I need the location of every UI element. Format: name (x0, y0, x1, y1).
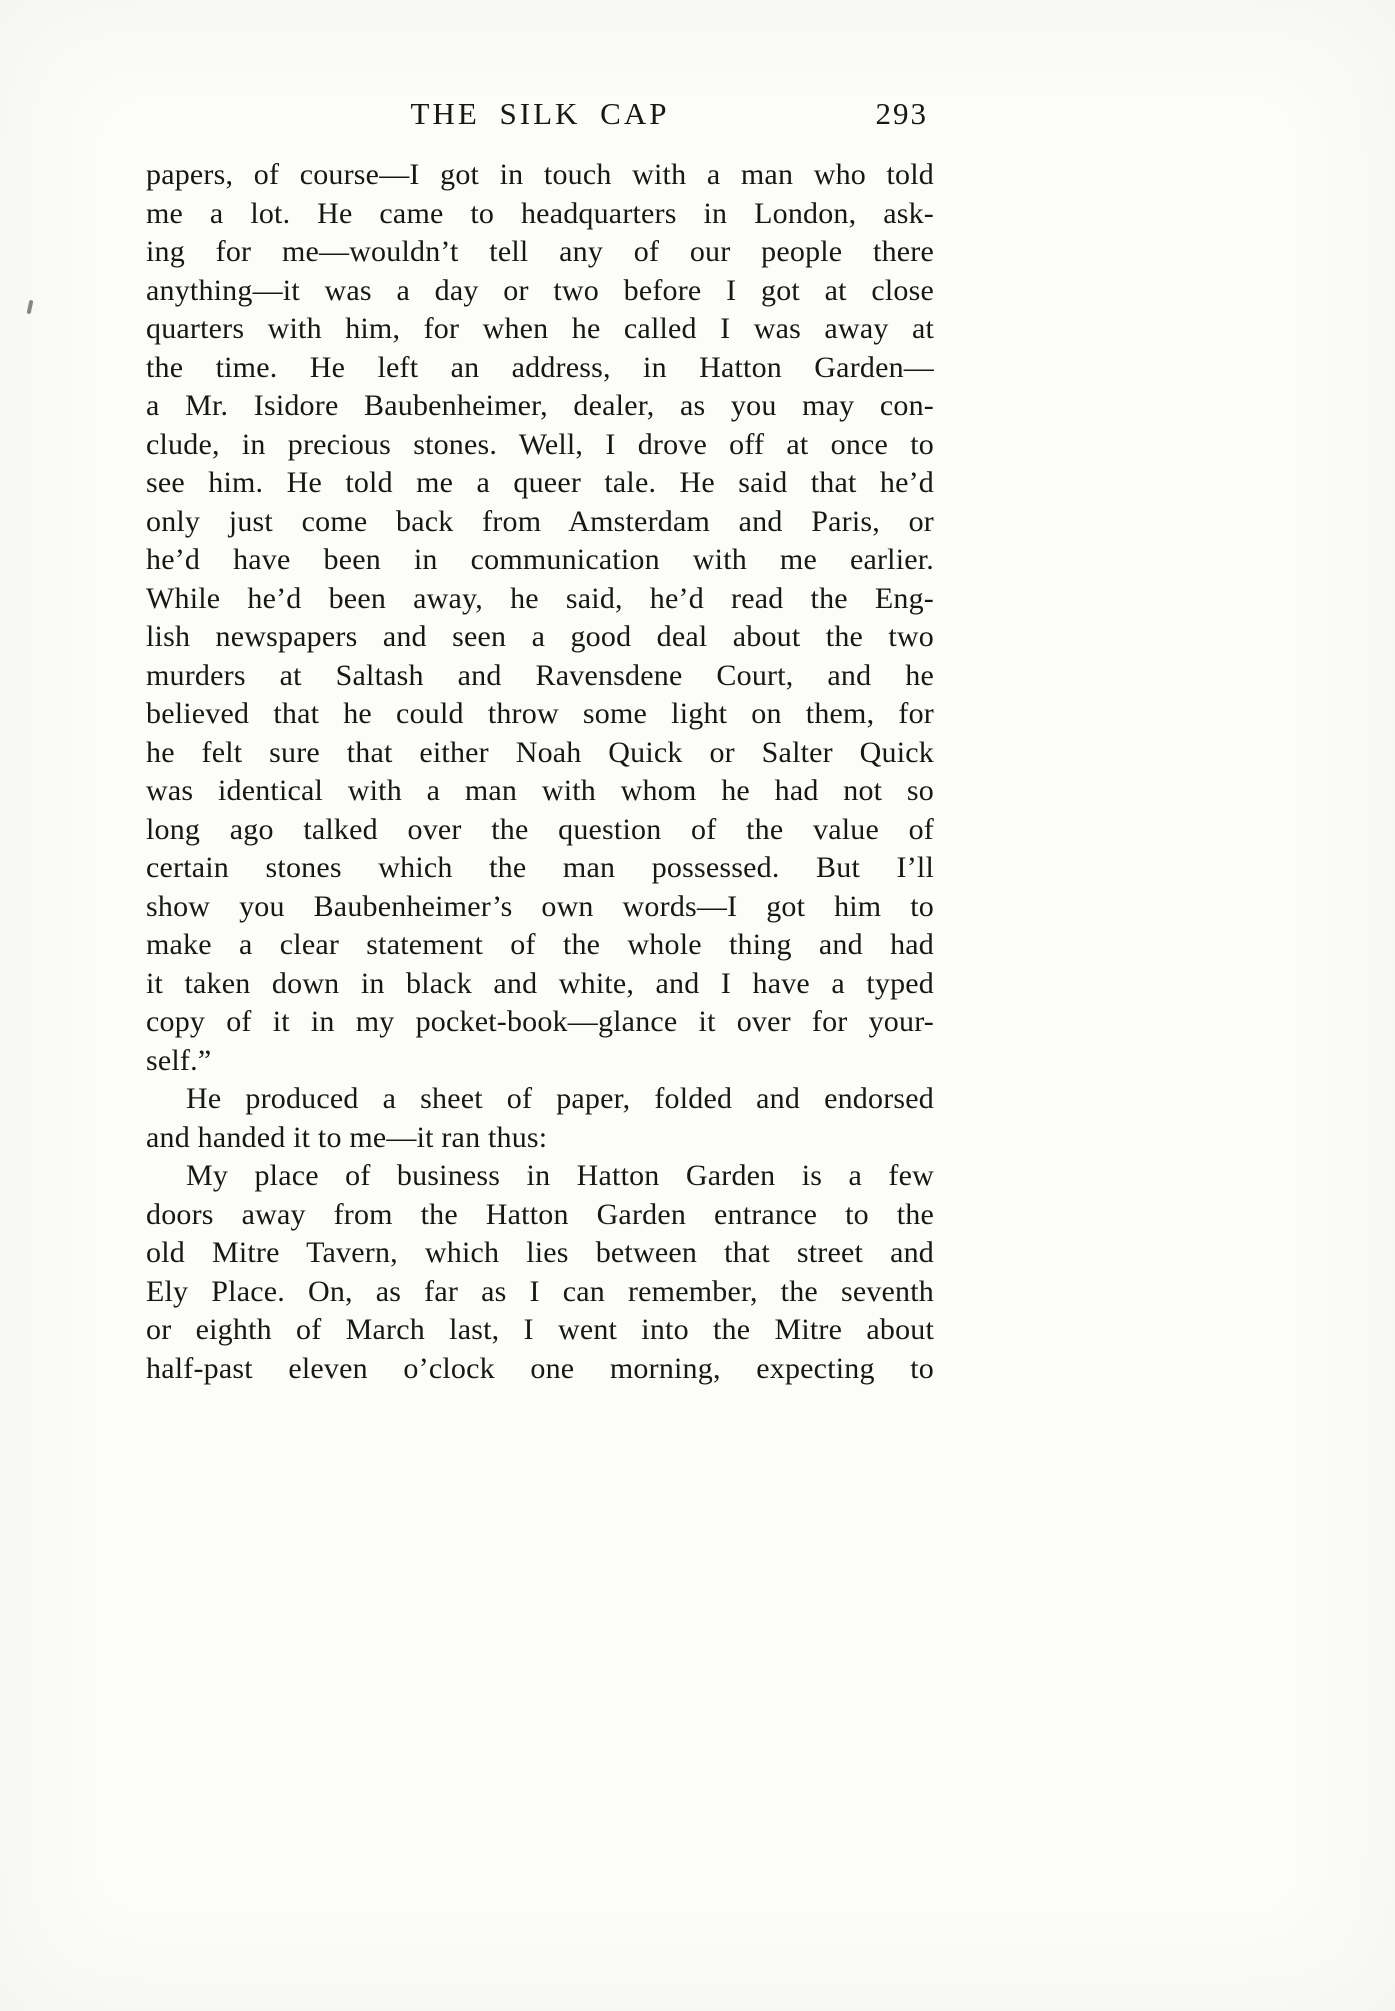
text-line: see him. He told me a queer tale. He said that he’d (146, 466, 934, 499)
text-line: quarters with him, for when he called I was away at (146, 312, 934, 345)
text-line: and handed it to me—it ran thus: (146, 1120, 548, 1154)
page-header (146, 96, 934, 142)
text-line: certain stones which the man possessed. But I’ll (146, 851, 934, 884)
page-body (146, 156, 934, 1388)
text-line: a Mr. Isidore Baubenheimer, dealer, as you may con- (146, 389, 934, 422)
text-line: clude, in precious stones. Well, I drove off at once to (146, 427, 934, 461)
text-line: copy of it in my pocket-book—glance it over for your- (146, 1005, 934, 1038)
text-line: me a lot. He came to headquarters in London, ask- (146, 196, 934, 230)
text-line: was identical with a man with whom he had not so (146, 774, 934, 807)
text-line: it taken down in black and white, and I have a typed (146, 966, 934, 1000)
text-line: he felt sure that either Noah Quick or Salter Quick (146, 735, 934, 769)
text-line: believed that he could throw some light on them, for (146, 697, 934, 730)
running-title: THE SILK CAP (410, 96, 670, 131)
text-line: long ago talked over the question of the value of (146, 812, 934, 846)
text-line: only just come back from Amsterdam and Paris, or (146, 504, 934, 538)
text-line: self.” (146, 1043, 212, 1077)
text-line: While he’d been away, he said, he’d read the Eng- (146, 581, 934, 615)
paragraph (146, 1157, 934, 1388)
text-line: show you Baubenheimer’s own words—I got him to (146, 889, 934, 923)
paragraph (146, 156, 934, 1080)
text-line: ing for me—wouldn’t tell any of our people there (146, 235, 934, 268)
text-line: the time. He left an address, in Hatton Garden— (146, 350, 934, 384)
text-block (146, 96, 934, 1388)
text-line: anything—it was a day or two before I got at close (146, 273, 934, 307)
text-line: lish newspapers and seen a good deal about the two (146, 620, 934, 653)
text-line: make a clear statement of the whole thing and had (146, 928, 934, 961)
text-line: doors away from the Hatton Garden entrance to the (146, 1197, 934, 1231)
text-line: My place of business in Hatton Garden is a few (186, 1159, 934, 1192)
text-line: Ely Place. On, as far as I can remember, the seventh (146, 1274, 934, 1308)
text-line: old Mitre Tavern, which lies between that street and (146, 1236, 934, 1269)
text-line: papers, of course—I got in touch with a man who told (146, 158, 934, 191)
text-line: murders at Saltash and Ravensdene Court, and he (146, 658, 934, 692)
text-line: he’d have been in communication with me earlier. (146, 543, 934, 576)
page-number: 293 (875, 96, 928, 131)
scan-speck-icon (27, 300, 34, 315)
paragraph (146, 1080, 934, 1157)
text-line: half-past eleven o’clock one morning, expecting to (146, 1351, 934, 1385)
text-line: He produced a sheet of paper, folded and endorsed (186, 1082, 934, 1115)
text-line: or eighth of March last, I went into the Mitre about (146, 1313, 934, 1346)
